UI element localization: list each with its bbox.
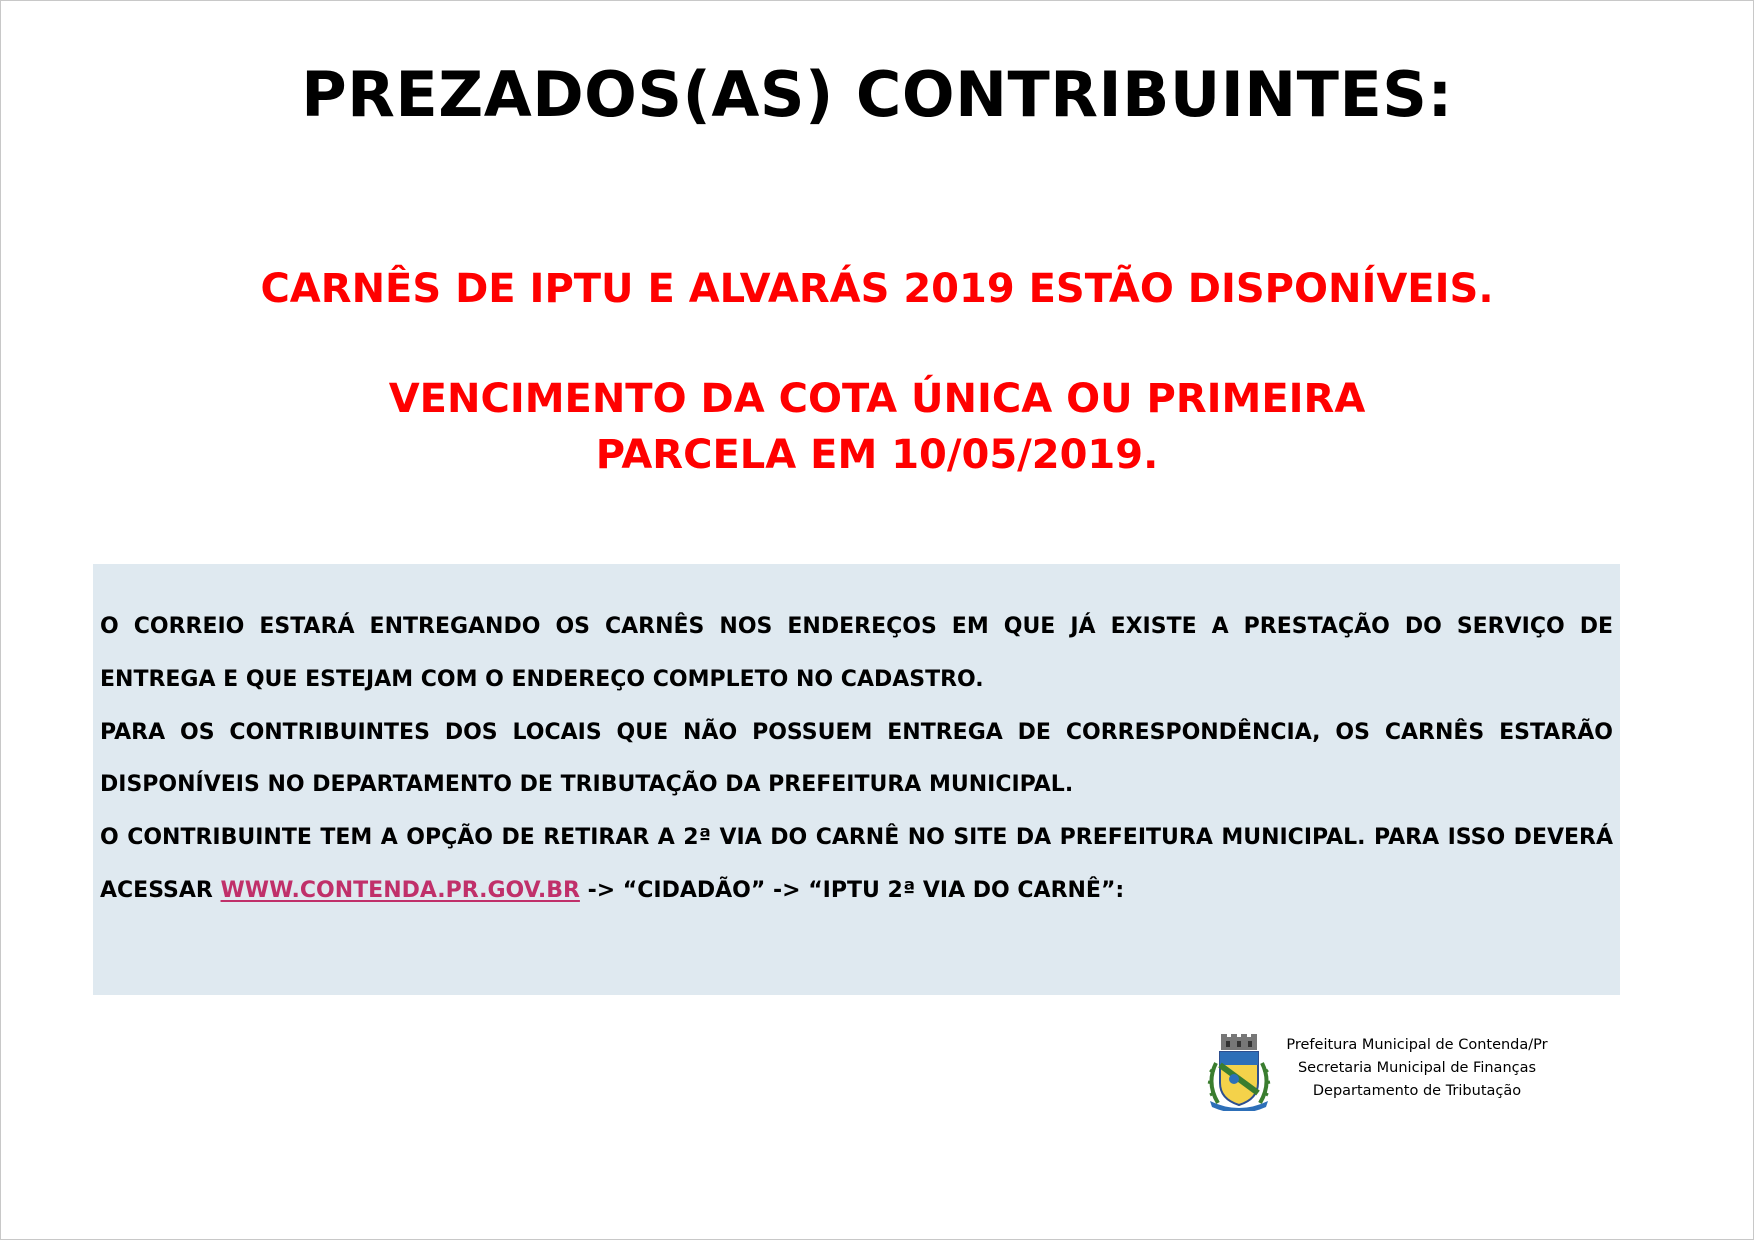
prefeitura-website-link[interactable]: WWW.CONTENDA.PR.GOV.BR (220, 877, 580, 903)
footer-credits (1277, 1034, 1557, 1103)
footer-departamento: Departamento de Tributação (1312, 1083, 1522, 1099)
contenda-coat-of-arms-icon (1204, 1033, 1274, 1111)
info-paragraph-online-start: O CONTRIBUINTE TEM A OPÇÃO DE RETIRAR A 2ª VIA DO CARNÊ NO SITE DA PREFEITURA MUNICIPAL. PARA ISSO DEVERÁ ACESSAR (100, 825, 1613, 903)
due-date-line-2: PARCELA EM 10/05/2019. (595, 432, 1159, 478)
footer-prefeitura: Prefeitura Municipal de Contenda/Pr (1286, 1037, 1548, 1053)
info-paragraph-online (100, 812, 1613, 918)
availability-notice: CARNÊS DE IPTU E ALVARÁS 2019 ESTÃO DISPONÍVEIS. (260, 266, 1494, 312)
info-paragraph-pickup: PARA OS CONTRIBUINTES DOS LOCAIS QUE NÃO POSSUEM ENTREGA DE CORRESPONDÊNCIA, OS CARNÊS ESTARÃO DISPONÍVEIS NO DEPARTAMENTO DE TRIBUTAÇÃO DA PREFEITURA MUNICIPAL. (100, 719, 1613, 798)
footer-secretaria: Secretaria Municipal de Finanças (1297, 1060, 1537, 1076)
info-box-text (100, 601, 1613, 918)
info-paragraph-delivery: O CORREIO ESTARÁ ENTREGANDO OS CARNÊS NOS ENDEREÇOS EM QUE JÁ EXISTE A PRESTAÇÃO DO SERVIÇO DE ENTREGA E QUE ESTEJAM COM O ENDEREÇO COMPLETO NO CADASTRO. (100, 614, 1613, 692)
info-box (93, 564, 1620, 995)
page-title: PREZADOS(AS) CONTRIBUINTES: (301, 58, 1453, 131)
info-paragraph-online-end: -> “CIDADÃO” -> “IPTU 2ª VIA DO CARNÊ”: (579, 877, 1125, 903)
due-date-line-1: VENCIMENTO DA COTA ÚNICA OU PRIMEIRA (388, 376, 1366, 422)
